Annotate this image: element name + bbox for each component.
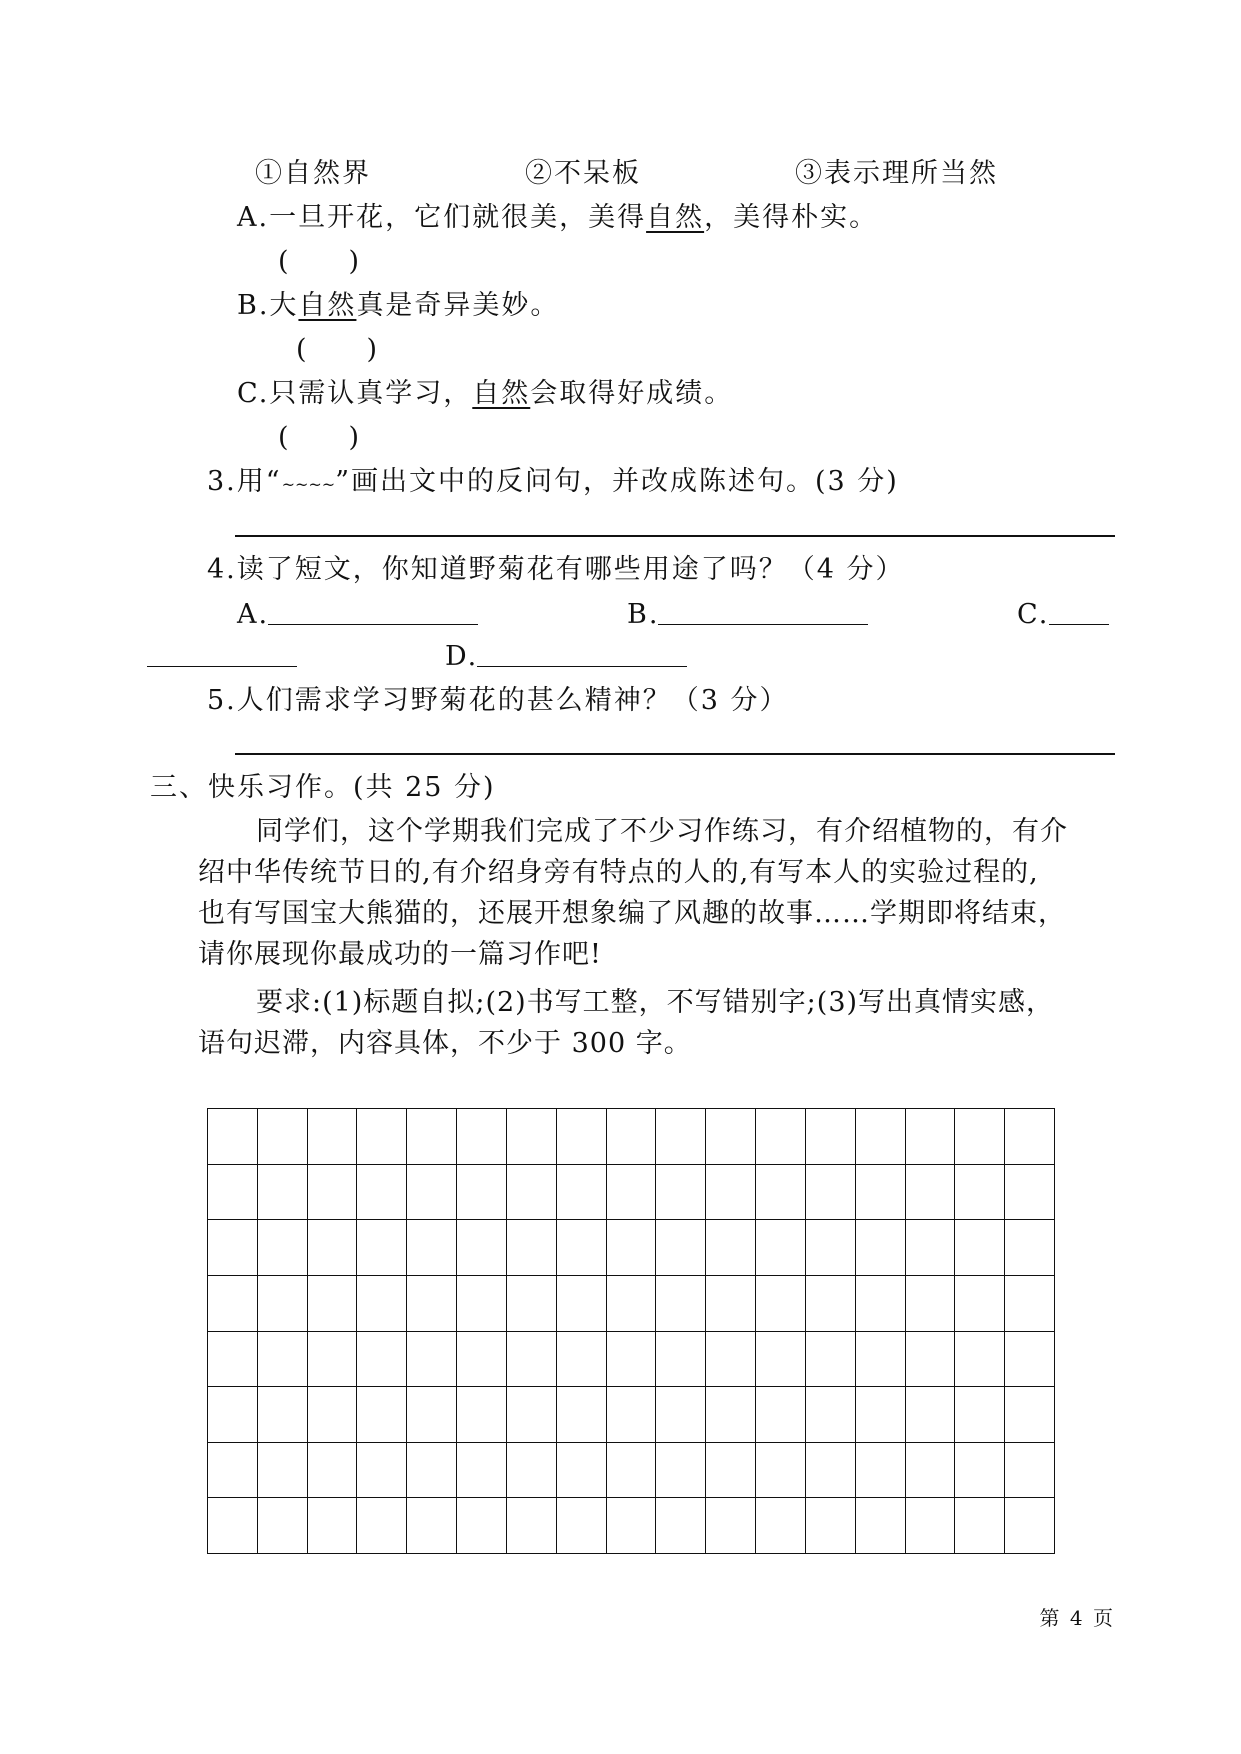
grid-cell[interactable]	[706, 1220, 756, 1276]
question-4-d-label: D.	[445, 641, 479, 672]
grid-cell[interactable]	[856, 1443, 906, 1499]
grid-cell[interactable]	[756, 1220, 806, 1276]
grid-cell[interactable]	[1005, 1220, 1055, 1276]
grid-cell[interactable]	[258, 1332, 308, 1388]
grid-cell[interactable]	[258, 1443, 308, 1499]
grid-cell[interactable]	[507, 1109, 557, 1165]
item-c-sentence	[237, 377, 733, 411]
grid-cell[interactable]	[258, 1220, 308, 1276]
grid-cell[interactable]	[357, 1443, 407, 1499]
grid-cell[interactable]	[656, 1387, 706, 1443]
grid-cell[interactable]	[955, 1165, 1005, 1221]
grid-cell[interactable]	[756, 1165, 806, 1221]
grid-cell[interactable]	[1005, 1443, 1055, 1499]
grid-cell[interactable]	[955, 1387, 1005, 1443]
grid-cell[interactable]	[208, 1443, 258, 1499]
grid-cell[interactable]	[806, 1220, 856, 1276]
grid-cell[interactable]	[557, 1220, 607, 1276]
grid-cell[interactable]	[557, 1276, 607, 1332]
grid-cell[interactable]	[1005, 1109, 1055, 1165]
grid-cell[interactable]	[856, 1109, 906, 1165]
requirement-line-1: 要求:(1)标题自拟;(2)书写工整，不写错别字;(3)写出真情实感，	[256, 987, 1055, 1018]
question-4: 4.读了短文，你知道野菊花有哪些用途了吗？（4 分）	[207, 554, 905, 585]
grid-cell[interactable]	[208, 1276, 258, 1332]
wavy-mark: ~~~~	[281, 475, 336, 494]
grid-cell[interactable]	[457, 1109, 507, 1165]
item-b-post: 真是奇异美妙。	[356, 290, 560, 321]
grid-cell[interactable]	[955, 1220, 1005, 1276]
grid-cell[interactable]	[607, 1109, 657, 1165]
grid-cell[interactable]	[906, 1443, 956, 1499]
grid-cell[interactable]	[806, 1387, 856, 1443]
grid-cell[interactable]	[706, 1387, 756, 1443]
grid-cell[interactable]	[607, 1387, 657, 1443]
grid-cell[interactable]	[457, 1276, 507, 1332]
intro-line-4: 请你展现你最成功的一篇习作吧!	[198, 939, 602, 970]
grid-cell[interactable]	[258, 1276, 308, 1332]
grid-cell[interactable]	[756, 1276, 806, 1332]
option-1: ①自然界	[255, 158, 371, 189]
grid-cell[interactable]	[557, 1387, 607, 1443]
grid-cell[interactable]	[407, 1387, 457, 1443]
option-3: ③表示理所当然	[795, 158, 998, 189]
grid-cell[interactable]	[1005, 1498, 1055, 1554]
question-4-b-label: B.	[627, 599, 660, 630]
grid-cell[interactable]	[507, 1165, 557, 1221]
grid-cell[interactable]	[1005, 1332, 1055, 1388]
grid-cell[interactable]	[357, 1220, 407, 1276]
grid-cell[interactable]	[407, 1332, 457, 1388]
grid-cell[interactable]	[806, 1498, 856, 1554]
grid-cell[interactable]	[1005, 1387, 1055, 1443]
item-c-answer-paren[interactable]: ( )	[278, 422, 362, 453]
grid-cell[interactable]	[208, 1387, 258, 1443]
grid-cell[interactable]	[258, 1498, 308, 1554]
grid-cell[interactable]	[507, 1498, 557, 1554]
grid-cell[interactable]	[955, 1332, 1005, 1388]
composition-grid[interactable]	[207, 1108, 1055, 1554]
question-5-answer-line[interactable]	[235, 753, 1115, 755]
grid-cell[interactable]	[507, 1387, 557, 1443]
grid-cell[interactable]	[308, 1220, 358, 1276]
grid-cell[interactable]	[208, 1109, 258, 1165]
grid-cell[interactable]	[357, 1165, 407, 1221]
grid-cell[interactable]	[955, 1276, 1005, 1332]
grid-cell[interactable]	[407, 1220, 457, 1276]
grid-cell[interactable]	[906, 1332, 956, 1388]
grid-cell[interactable]	[656, 1165, 706, 1221]
grid-cell[interactable]	[756, 1387, 806, 1443]
grid-cell[interactable]	[407, 1109, 457, 1165]
option-2: ②不呆板	[525, 158, 641, 189]
grid-cell[interactable]	[706, 1276, 756, 1332]
grid-cell[interactable]	[557, 1165, 607, 1221]
grid-cell[interactable]	[806, 1332, 856, 1388]
grid-cell[interactable]	[706, 1443, 756, 1499]
question-3	[207, 465, 899, 502]
grid-cell[interactable]	[407, 1498, 457, 1554]
grid-cell[interactable]	[457, 1443, 507, 1499]
grid-cell[interactable]	[706, 1332, 756, 1388]
grid-cell[interactable]	[308, 1276, 358, 1332]
grid-cell[interactable]	[258, 1109, 308, 1165]
grid-cell[interactable]	[357, 1109, 407, 1165]
grid-cell[interactable]	[457, 1220, 507, 1276]
grid-cell[interactable]	[756, 1443, 806, 1499]
grid-cell[interactable]	[806, 1109, 856, 1165]
grid-cell[interactable]	[308, 1443, 358, 1499]
grid-cell[interactable]	[557, 1332, 607, 1388]
intro-line-3: 也有写国宝大熊猫的，还展开想象编了风趣的故事……学期即将结束，	[198, 898, 1066, 929]
grid-cell[interactable]	[656, 1498, 706, 1554]
grid-cell[interactable]	[656, 1276, 706, 1332]
item-c-underlined: 自然	[472, 378, 531, 409]
grid-cell[interactable]	[607, 1276, 657, 1332]
grid-cell[interactable]	[407, 1276, 457, 1332]
question-3-answer-line[interactable]	[235, 535, 1115, 537]
grid-cell[interactable]	[557, 1498, 607, 1554]
grid-cell[interactable]	[856, 1332, 906, 1388]
item-b-pre: B.大	[237, 290, 299, 321]
grid-cell[interactable]	[1005, 1276, 1055, 1332]
grid-cell[interactable]	[906, 1498, 956, 1554]
grid-cell[interactable]	[357, 1332, 407, 1388]
grid-cell[interactable]	[507, 1220, 557, 1276]
grid-cell[interactable]	[856, 1220, 906, 1276]
grid-cell[interactable]	[457, 1498, 507, 1554]
item-b-answer-paren[interactable]: ( )	[296, 334, 380, 365]
grid-cell[interactable]	[706, 1109, 756, 1165]
grid-cell[interactable]	[457, 1332, 507, 1388]
grid-cell[interactable]	[806, 1443, 856, 1499]
grid-cell[interactable]	[906, 1387, 956, 1443]
question-4-b-blank[interactable]	[658, 624, 868, 625]
question-4-a-label: A.	[237, 599, 270, 630]
grid-cell[interactable]	[308, 1498, 358, 1554]
grid-cell[interactable]	[906, 1220, 956, 1276]
section-3-heading: 三、快乐习作。(共 25 分)	[150, 772, 496, 803]
grid-cell[interactable]	[407, 1165, 457, 1221]
grid-cell[interactable]	[706, 1165, 756, 1221]
grid-cell[interactable]	[955, 1498, 1005, 1554]
grid-cell[interactable]	[457, 1387, 507, 1443]
item-a-post: ，美得朴实。	[704, 202, 879, 233]
grid-cell[interactable]	[258, 1387, 308, 1443]
grid-cell[interactable]	[208, 1220, 258, 1276]
grid-cell[interactable]	[856, 1387, 906, 1443]
grid-cell[interactable]	[507, 1332, 557, 1388]
grid-cell[interactable]	[357, 1387, 407, 1443]
question-5: 5.人们需求学习野菊花的甚么精神？（3 分）	[207, 685, 789, 716]
grid-cell[interactable]	[756, 1498, 806, 1554]
grid-cell[interactable]	[557, 1109, 607, 1165]
grid-cell[interactable]	[656, 1109, 706, 1165]
question-3-pre: 3.用“	[207, 466, 282, 497]
grid-cell[interactable]	[955, 1109, 1005, 1165]
grid-cell[interactable]	[607, 1165, 657, 1221]
grid-cell[interactable]	[457, 1165, 507, 1221]
question-3-post: ”画出文中的反问句，并改成陈述句。(3 分)	[335, 466, 899, 497]
grid-cell[interactable]	[656, 1443, 706, 1499]
grid-cell[interactable]	[407, 1443, 457, 1499]
grid-cell[interactable]	[258, 1165, 308, 1221]
grid-cell[interactable]	[906, 1276, 956, 1332]
grid-cell[interactable]	[856, 1165, 906, 1221]
item-b-underlined: 自然	[298, 290, 357, 321]
grid-cell[interactable]	[308, 1165, 358, 1221]
grid-cell[interactable]	[756, 1332, 806, 1388]
grid-cell[interactable]	[208, 1165, 258, 1221]
grid-cell[interactable]	[208, 1332, 258, 1388]
grid-cell[interactable]	[806, 1276, 856, 1332]
grid-cell[interactable]	[906, 1165, 956, 1221]
grid-cell[interactable]	[208, 1498, 258, 1554]
grid-cell[interactable]	[607, 1443, 657, 1499]
grid-cell[interactable]	[756, 1109, 806, 1165]
question-4-a-blank[interactable]	[268, 624, 478, 625]
item-c-post: 会取得好成绩。	[530, 378, 734, 409]
grid-cell[interactable]	[706, 1498, 756, 1554]
grid-cell[interactable]	[607, 1332, 657, 1388]
grid-cell[interactable]	[308, 1387, 358, 1443]
grid-cell[interactable]	[308, 1332, 358, 1388]
grid-cell[interactable]	[656, 1220, 706, 1276]
grid-cell[interactable]	[1005, 1165, 1055, 1221]
intro-line-1: 同学们，这个学期我们完成了不少习作练习，有介绍植物的，有介	[256, 816, 1068, 847]
grid-cell[interactable]	[856, 1276, 906, 1332]
grid-cell[interactable]	[357, 1498, 407, 1554]
item-a-pre: A.一旦开花，它们就很美，美得	[237, 202, 647, 233]
grid-cell[interactable]	[557, 1443, 607, 1499]
question-4-c-blank[interactable]	[1049, 624, 1109, 625]
item-a-underlined: 自然	[646, 202, 705, 233]
grid-cell[interactable]	[607, 1220, 657, 1276]
question-4-d-blank[interactable]	[477, 666, 687, 667]
item-b-sentence	[237, 289, 559, 323]
item-a-answer-paren[interactable]: ( )	[278, 246, 362, 277]
grid-cell[interactable]	[955, 1443, 1005, 1499]
grid-cell[interactable]	[357, 1276, 407, 1332]
grid-cell[interactable]	[806, 1165, 856, 1221]
intro-line-2: 绍中华传统节日的,有介绍身旁有特点的人的,有写本人的实验过程的,	[198, 857, 1039, 888]
grid-cell[interactable]	[507, 1276, 557, 1332]
grid-cell[interactable]	[308, 1109, 358, 1165]
grid-cell[interactable]	[607, 1498, 657, 1554]
grid-cell[interactable]	[656, 1332, 706, 1388]
page-number: 第 4 页	[1039, 1606, 1115, 1630]
grid-cell[interactable]	[856, 1498, 906, 1554]
grid-cell[interactable]	[906, 1109, 956, 1165]
question-4-c-blank-continued[interactable]	[147, 666, 297, 667]
item-c-pre: C.只需认真学习，	[237, 378, 473, 409]
question-4-c-label: C.	[1017, 599, 1050, 630]
grid-cell[interactable]	[507, 1443, 557, 1499]
requirement-line-2: 语句迟滞，内容具体，不少于 300 字。	[198, 1028, 692, 1059]
item-a-sentence	[237, 201, 878, 235]
